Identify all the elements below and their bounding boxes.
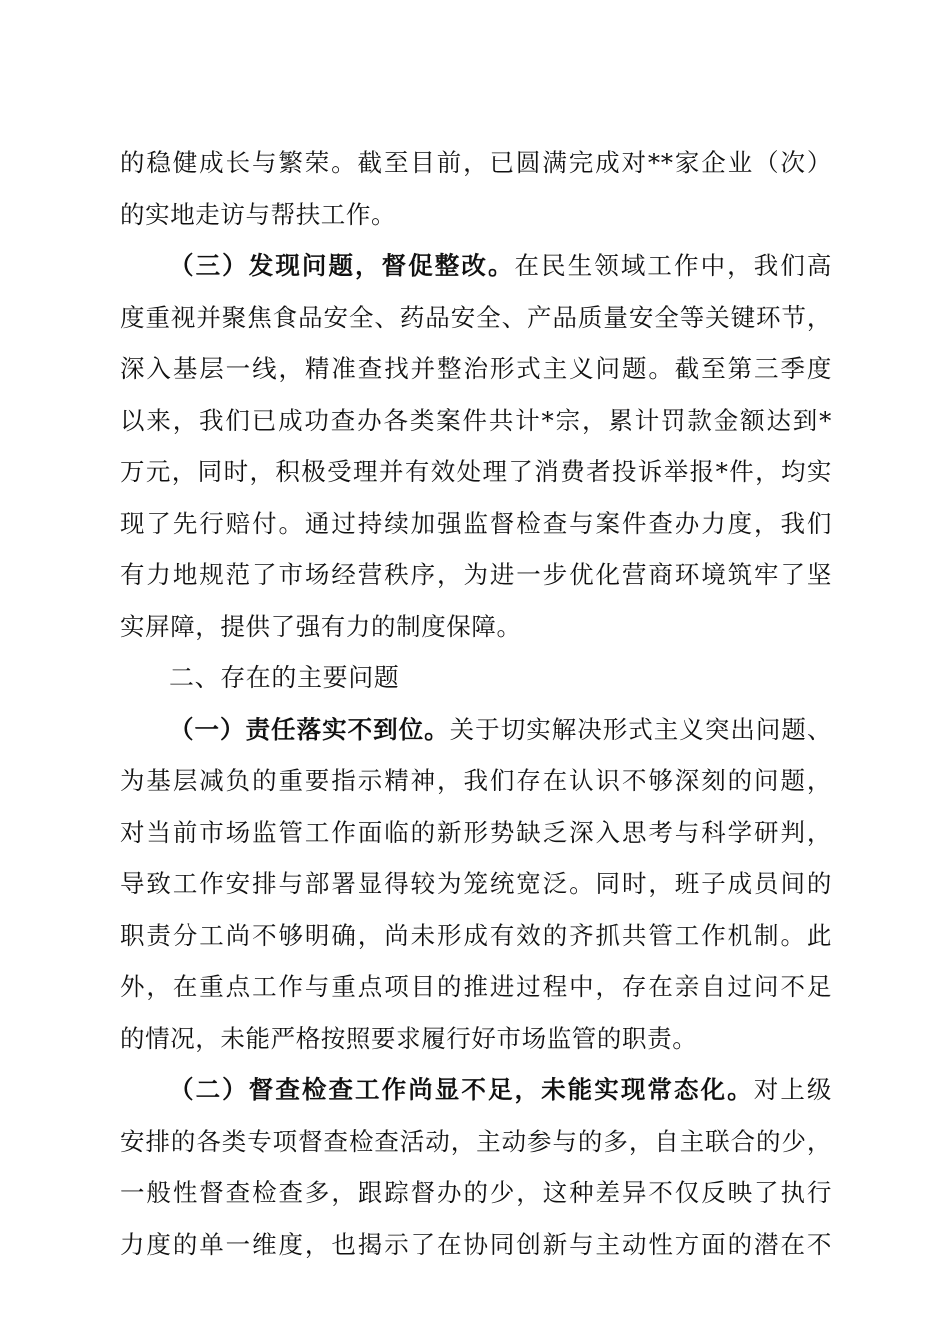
paragraph-line: 职责分工尚不够明确，尚未形成有效的齐抓共管工作机制。此 (120, 920, 832, 950)
section-heading: 二、存在的主要问题 (169, 663, 400, 692)
paragraph-first-line (120, 1064, 832, 1116)
paragraph-line: 导致工作安排与部署显得较为笼统宽泛。同时，班子成员间的 (120, 869, 832, 898)
paragraph-line: 一般性督查检查多，跟踪督办的少，这种差异不仅反映了执行 (120, 1178, 832, 1207)
paragraph-first-line (120, 704, 832, 756)
paragraph-line: 的情况，未能严格按照要求履行好市场监管的职责。 (120, 1023, 698, 1053)
paragraph-line: 的稳健成长与繁荣。截至目前，已圆满完成对**家企业（次） (120, 148, 832, 177)
paragraph-line: 安排的各类专项督查检查活动，主动参与的多，自主联合的少， (120, 1126, 832, 1156)
paragraph-line: 为基层减负的重要指示精神，我们存在认识不够深刻的问题， (120, 766, 832, 795)
paragraph-text: 对上级 (753, 1075, 832, 1104)
section-title: （二）督查检查工作尚显不足，未能实现常态化。 (169, 1075, 754, 1104)
document-body (120, 137, 832, 1270)
paragraph-line: 的实地走访与帮扶工作。 (120, 199, 397, 229)
paragraph-line: 万元，同时，积极受理并有效处理了消费者投诉举报*件，均实 (120, 457, 832, 486)
paragraph-line: 力度的单一维度，也揭示了在协同创新与主动性方面的潜在不 (120, 1229, 832, 1259)
paragraph-first-line (120, 240, 832, 292)
paragraph-line: 现了先行赔付。通过持续加强监督检查与案件查办力度，我们 (120, 508, 832, 538)
section-title: （三）发现问题，督促整改。 (169, 251, 515, 280)
paragraph-line: 对当前市场监管工作面临的新形势缺乏深入思考与科学研判， (120, 817, 832, 847)
paragraph-text: 在民生领域工作中，我们高 (514, 251, 832, 280)
paragraph-line: 实屏障，提供了强有力的制度保障。 (120, 611, 522, 641)
paragraph-line: 外，在重点工作与重点项目的推进过程中，存在亲自过问不足 (120, 972, 832, 1001)
paragraph-text: 关于切实解决形式主义突出问题、 (449, 714, 832, 744)
paragraph-line: 度重视并聚焦食品安全、药品安全、产品质量安全等关键环节， (120, 302, 832, 332)
paragraph-line: 有力地规范了市场经营秩序，为进一步优化营商环境筑牢了坚 (120, 560, 832, 589)
paragraph-line: 以来，我们已成功查办各类案件共计*宗，累计罚款金额达到* (120, 405, 832, 435)
paragraph-line: 深入基层一线，精准查找并整治形式主义问题。截至第三季度 (120, 354, 832, 383)
section-title: （一）责任落实不到位。 (169, 714, 450, 744)
